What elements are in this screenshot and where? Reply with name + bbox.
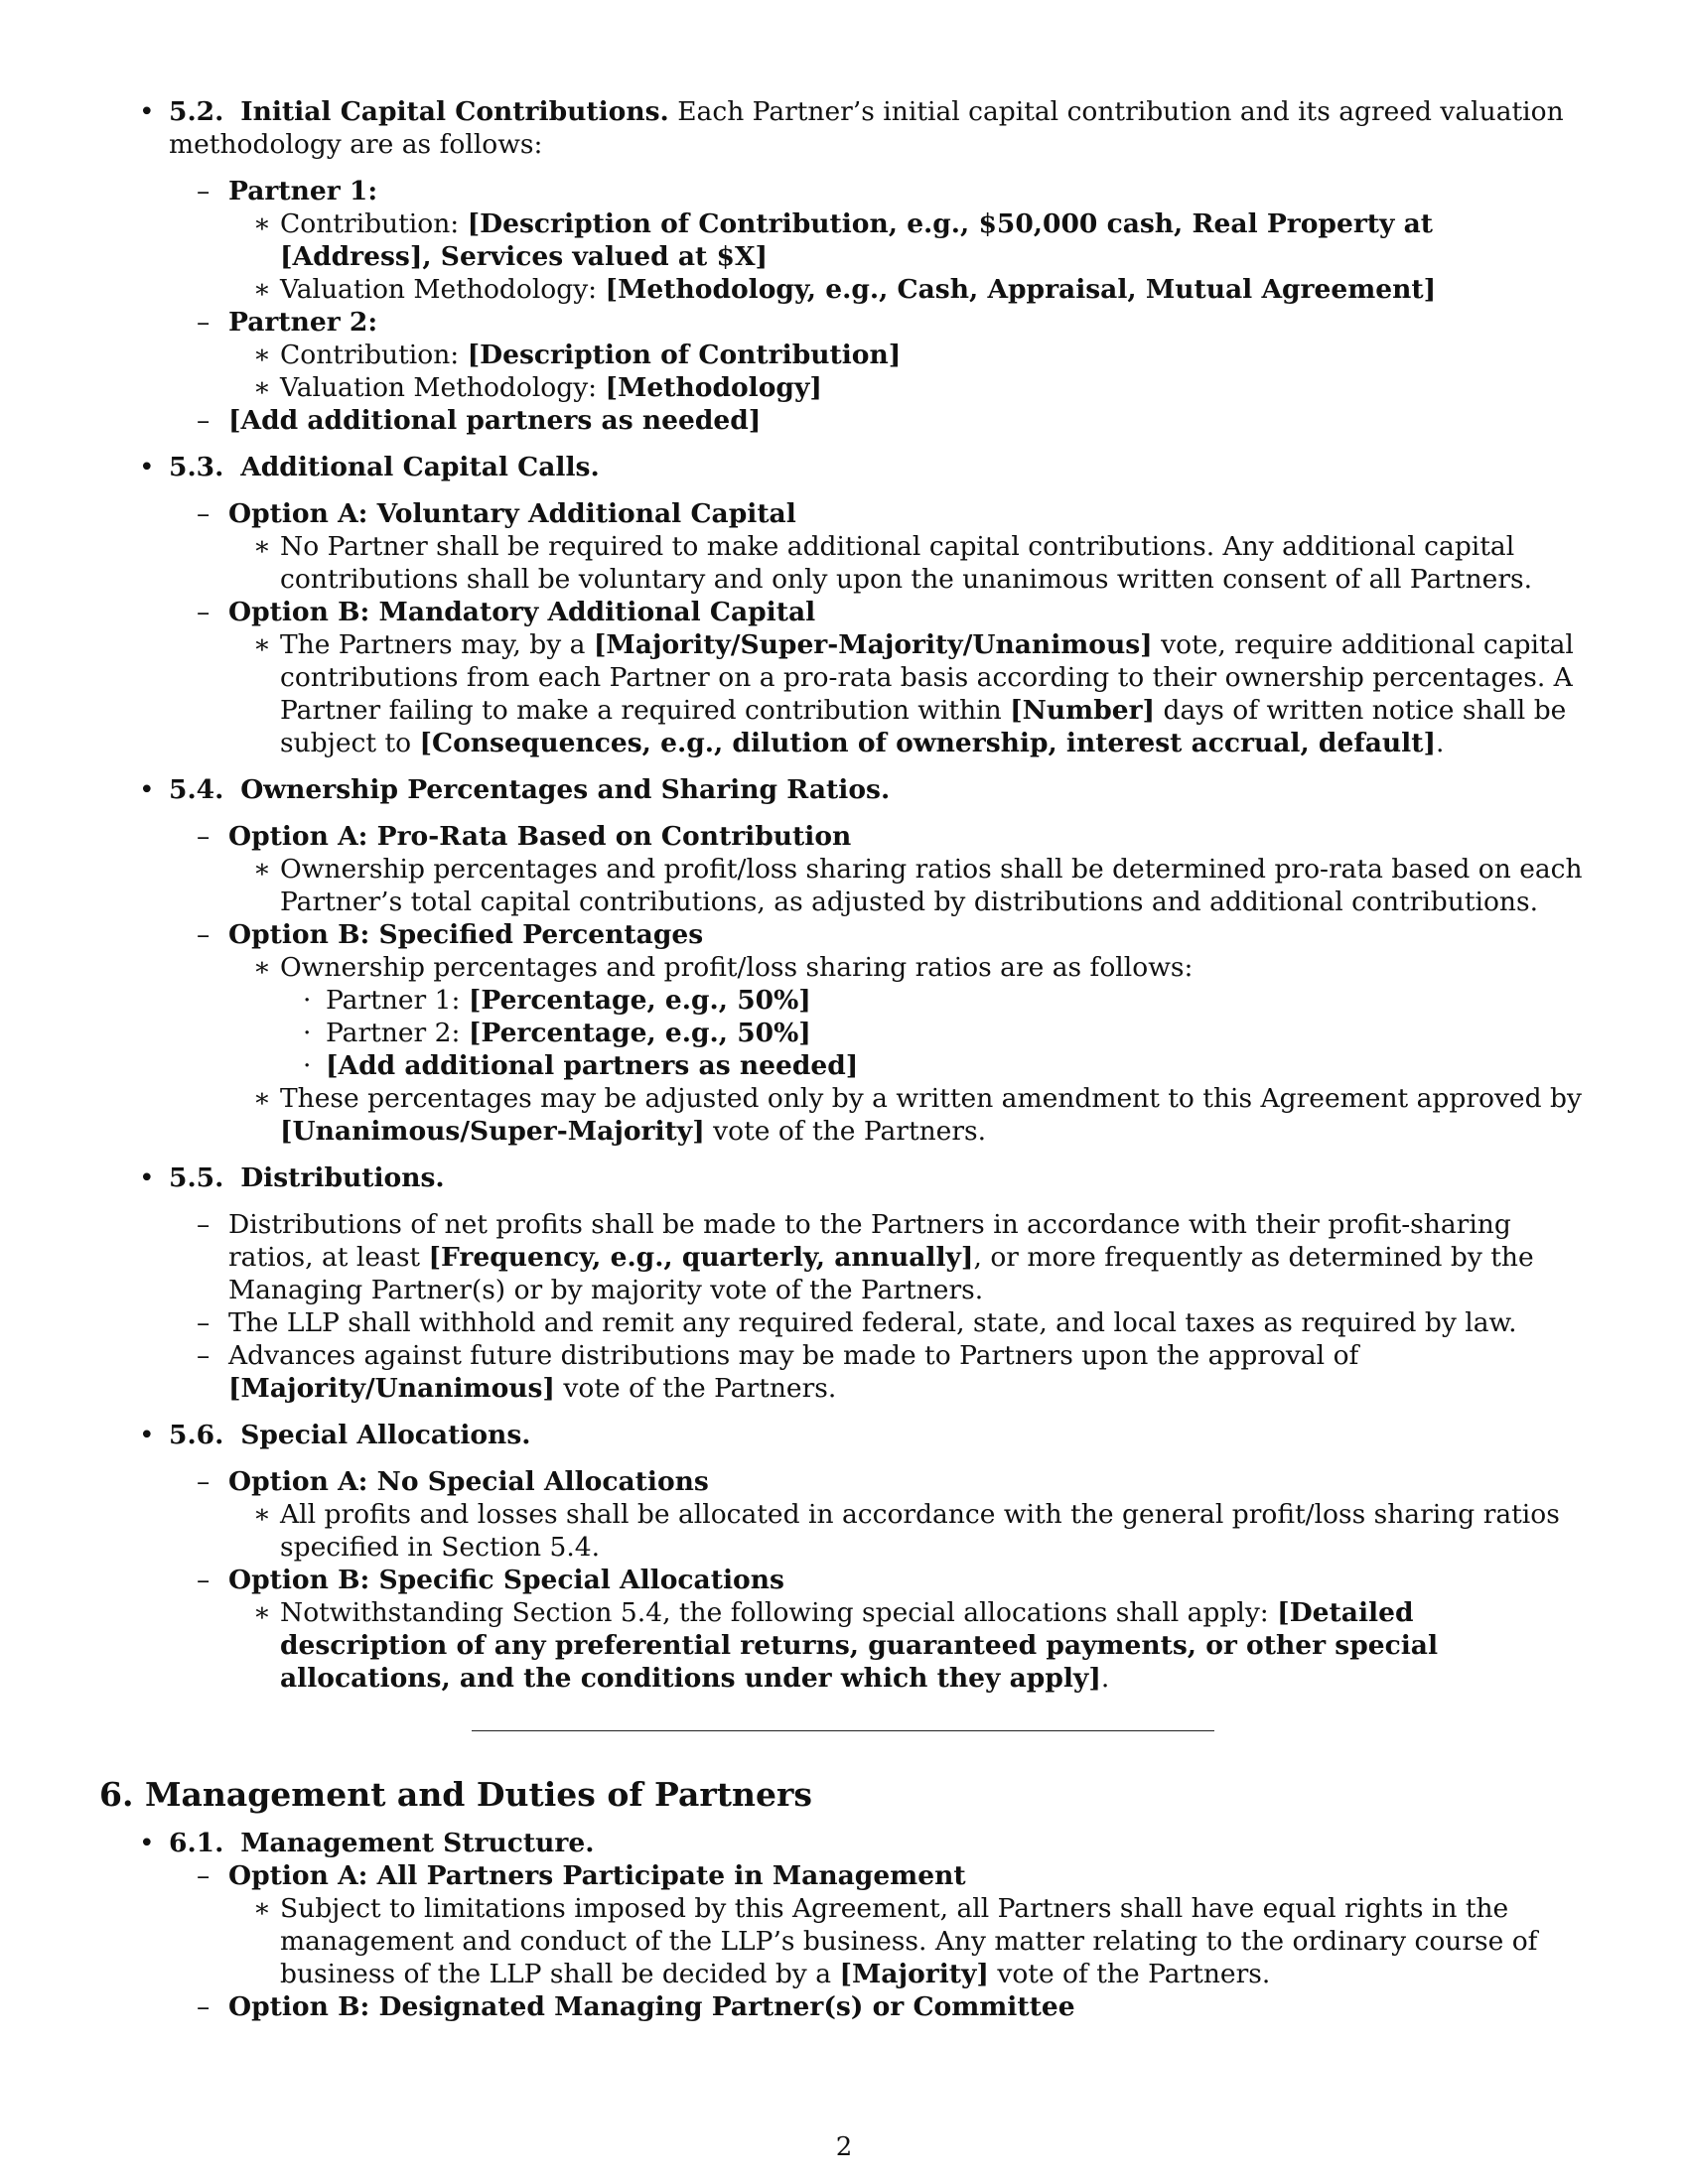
- placeholder-text: [Frequency, e.g., quarterly, annually]: [428, 1242, 974, 1273]
- partner-2-item: – Partner 2:: [197, 307, 378, 338]
- section-5-4: [99, 773, 1589, 806]
- partner-label: Partner 2:: [228, 307, 378, 338]
- section-number: 5.2.: [169, 96, 224, 127]
- option-b: – Option B: Designated Managing Partner(s) or Committee: [197, 1991, 1075, 2022]
- bullet: •: [139, 774, 155, 805]
- placeholder-text: [Percentage, e.g., 50%]: [468, 985, 811, 1016]
- option-title: Option A: Voluntary Additional Capital: [228, 498, 796, 529]
- option-title: Option B: Specific Special Allocations: [228, 1565, 784, 1595]
- distribution-item: – Distributions of net profits shall be made to the Partners in accordance with their profit-sharing ratios, at least [Frequency, e.g., quarterly, annually], or more frequently as determined by the Managing Partner(s) or by majority vote of the Partners.: [197, 1209, 1534, 1305]
- option-text: ∗ The Partners may, by a [Majority/Super-Majority/Unanimous] vote, require additional capital contributions from each Partner on a pro-rata basis according to their ownership percentages. A Partner failing to make a required contribution within [Number] days of written notice shall be subject to [Consequences, e.g., dilution of ownership, interest accrual, default].: [253, 629, 1574, 758]
- percentage-item: · [Add additional partners as needed]: [303, 1050, 859, 1081]
- section-5-2: [99, 95, 1589, 161]
- distribution-item: – The LLP shall withhold and remit any required federal, state, and local taxes as required by law.: [197, 1307, 1517, 1338]
- section-5-6: [99, 1419, 1589, 1451]
- option-a: – Option A: Voluntary Additional Capital: [197, 498, 796, 529]
- bullet: •: [139, 1420, 155, 1450]
- bullet: •: [139, 96, 155, 127]
- placeholder-text: [Majority/Super-Majority/Unanimous]: [593, 629, 1153, 660]
- option-a: – Option A: Pro-Rata Based on Contribution: [197, 821, 852, 852]
- placeholder-text: [Consequences, e.g., dilution of ownership, interest accrual, default]: [419, 728, 1437, 758]
- option-title: Option B: Specified Percentages: [228, 919, 704, 950]
- section-title: Initial Capital Contributions.: [240, 96, 669, 127]
- option-b: – Option B: Specified Percentages: [197, 919, 704, 950]
- contribution-item: ∗ Contribution: [Description of Contribution]: [253, 340, 902, 370]
- section-title: Distributions.: [240, 1162, 445, 1193]
- option-title: Option B: Mandatory Additional Capital: [228, 597, 816, 627]
- contribution-item: ∗ Contribution: [Description of Contribution, e.g., $50,000 cash, Real Property at [Address], Services valued at $X]: [253, 208, 1434, 272]
- section-number: 5.5.: [169, 1162, 224, 1193]
- option-text: ∗ Ownership percentages and profit/loss sharing ratios are as follows:: [253, 952, 1194, 983]
- partner-1-item: – Partner 1:: [197, 176, 378, 206]
- section-title: Additional Capital Calls.: [240, 452, 600, 482]
- option-text: ∗ No Partner shall be required to make additional capital contributions. Any additional capital contributions shall be voluntary and only upon the unanimous written consent of all Partners.: [253, 531, 1533, 595]
- placeholder-text: [Majority/Unanimous]: [228, 1373, 555, 1404]
- option-text: ∗ All profits and losses shall be allocated in accordance with the general profit/loss sharing ratios specified in Section 5.4.: [253, 1499, 1560, 1563]
- add-partners-item: – [Add additional partners as needed]: [197, 405, 762, 436]
- valuation-item: ∗ Valuation Methodology: [Methodology]: [253, 372, 822, 403]
- placeholder-text: [Methodology, e.g., Cash, Appraisal, Mutual Agreement]: [605, 274, 1437, 305]
- section-heading: 6. Management and Duties of Partners: [99, 1775, 812, 1814]
- option-title: Option A: All Partners Participate in Management: [228, 1860, 966, 1891]
- bullet: •: [139, 1828, 155, 1858]
- placeholder-text: [Description of Contribution, e.g., $50,000 cash, Real Property at [Address], Services valued at $X]: [280, 208, 1434, 272]
- option-b: – Option B: Mandatory Additional Capital: [197, 597, 816, 627]
- option-a: – Option A: No Special Allocations: [197, 1466, 709, 1497]
- bullet: •: [139, 452, 155, 482]
- section-5-5: [99, 1161, 1589, 1194]
- option-text: ∗ Ownership percentages and profit/loss sharing ratios shall be determined pro-rata based on each Partner’s total capital contributions, as adjusted by distributions and additional contributions.: [253, 854, 1583, 917]
- option-title: Option B: Designated Managing Partner(s) or Committee: [228, 1991, 1075, 2022]
- placeholder-text: [Number]: [1010, 695, 1156, 726]
- placeholder-text: [Description of Contribution]: [467, 340, 902, 370]
- bullet: •: [139, 1162, 155, 1193]
- section-5-3: [99, 451, 1589, 483]
- option-a: – Option A: All Partners Participate in Management: [197, 1860, 966, 1891]
- section-number: 6.1.: [169, 1828, 224, 1858]
- option-title: Option A: Pro-Rata Based on Contribution: [228, 821, 852, 852]
- option-text: ∗ Subject to limitations imposed by this Agreement, all Partners shall have equal rights in the management and conduct of the LLP’s business. Any matter relating to the ordinary course of business of the LLP shall be decided by a [Majority] vote of the Partners.: [253, 1893, 1538, 1989]
- section-number: 5.6.: [169, 1420, 224, 1450]
- option-text: ∗ These percentages may be adjusted only by a written amendment to this Agreement approved by [Unanimous/Super-Majority] vote of the Partners.: [253, 1083, 1582, 1147]
- section-6-1: [99, 1827, 1589, 1859]
- section-title: Management Structure.: [240, 1828, 595, 1858]
- placeholder-text: [Percentage, e.g., 50%]: [468, 1018, 811, 1048]
- option-b: – Option B: Specific Special Allocations: [197, 1565, 784, 1595]
- placeholder-text: [Majority]: [839, 1959, 989, 1989]
- valuation-item: ∗ Valuation Methodology: [Methodology, e.g., Cash, Appraisal, Mutual Agreement]: [253, 274, 1437, 305]
- percentage-item: · Partner 1: [Percentage, e.g., 50%]: [303, 985, 811, 1016]
- document-page: [99, 95, 1589, 2023]
- section-number: 5.3.: [169, 452, 224, 482]
- option-title: Option A: No Special Allocations: [228, 1466, 709, 1497]
- percentage-item: · Partner 2: [Percentage, e.g., 50%]: [303, 1018, 811, 1048]
- placeholder-text: [Unanimous/Super-Majority]: [280, 1116, 705, 1147]
- placeholder-text: [Methodology]: [605, 372, 822, 403]
- option-text: ∗ Notwithstanding Section 5.4, the following special allocations shall apply: [Detailed description of any preferential returns, guaranteed payments, or other special allocations, and the conditions under which they apply].: [253, 1597, 1439, 1694]
- horizontal-rule: [472, 1730, 1214, 1731]
- page-number: 2: [835, 2132, 853, 2162]
- placeholder-text: [Detailed description of any preferential returns, guaranteed payments, or other special allocations, and the conditions under which they apply]: [280, 1597, 1439, 1694]
- placeholder-text: [Add additional partners as needed]: [326, 1050, 859, 1081]
- partner-label: Partner 1:: [228, 176, 378, 206]
- section-intro: Each Partner’s initial capital contribution and its agreed valuation methodology are as follows:: [169, 96, 1564, 160]
- placeholder-text: [Add additional partners as needed]: [228, 405, 762, 436]
- section-title: Ownership Percentages and Sharing Ratios.: [240, 774, 891, 805]
- distribution-item: – Advances against future distributions may be made to Partners upon the approval of [Majority/Unanimous] vote of the Partners.: [197, 1340, 1359, 1404]
- section-number: 5.4.: [169, 774, 224, 805]
- section-title: Special Allocations.: [240, 1420, 531, 1450]
